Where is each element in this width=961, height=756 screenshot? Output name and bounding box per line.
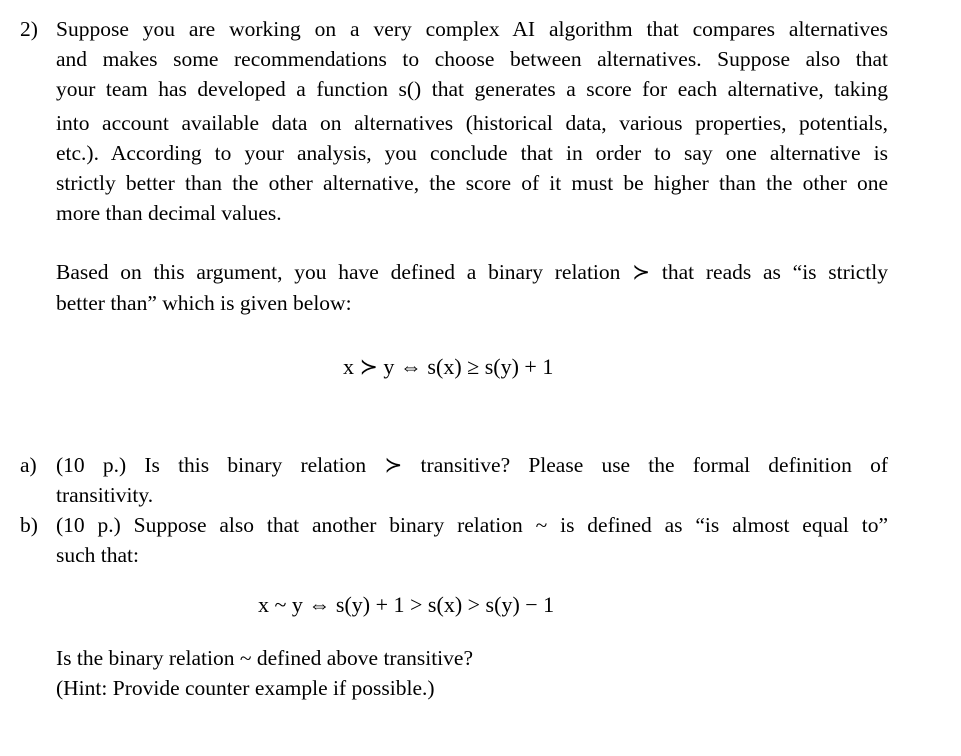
part-a-label: a) — [20, 453, 37, 477]
question-line-5: etc.). According to your analysis, you conclude that in order to say one alternative is — [56, 141, 888, 165]
para2-line-1: Based on this argument, you have defined a binary relation ≻ that reads as “is strictly — [56, 260, 888, 284]
part-b-line-2: such that: — [56, 543, 139, 567]
part-a-line-1: (10 p.) Is this binary relation ≻ transitive? Please use the formal definition of — [56, 453, 888, 477]
question-line-3: your team has developed a function s() that generates a score for each alternative, taking — [56, 77, 888, 101]
closing-line-1: Is the binary relation ~ defined above transitive? — [56, 646, 473, 670]
question-line-2: and makes some recommendations to choose between alternatives. Suppose also that — [56, 47, 888, 71]
equation-almost-equal: x ~ y ⇔ s(y) + 1 > s(x) > s(y) − 1 — [258, 592, 555, 617]
question-line-7: more than decimal values. — [56, 201, 282, 225]
equation-strict-preference: x ≻ y ⇔ s(x) ≥ s(y) + 1 — [343, 354, 554, 379]
part-b-line-1: (10 p.) Suppose also that another binary relation ~ is defined as “is almost equal to” — [56, 513, 888, 537]
part-b-label: b) — [20, 513, 38, 537]
part-a-line-2: transitivity. — [56, 483, 154, 507]
closing-line-2: (Hint: Provide counter example if possible.) — [56, 676, 435, 700]
question-line-4: into account available data on alternatives (historical data, various properties, potentials, — [56, 111, 888, 135]
question-line-1: Suppose you are working on a very complex AI algorithm that compares alternatives — [56, 17, 888, 41]
para2-line-2: better than” which is given below: — [56, 291, 352, 315]
question-number: 2) — [20, 17, 38, 41]
question-line-6: strictly better than the other alternative, the score of it must be higher than the other one — [56, 171, 888, 195]
